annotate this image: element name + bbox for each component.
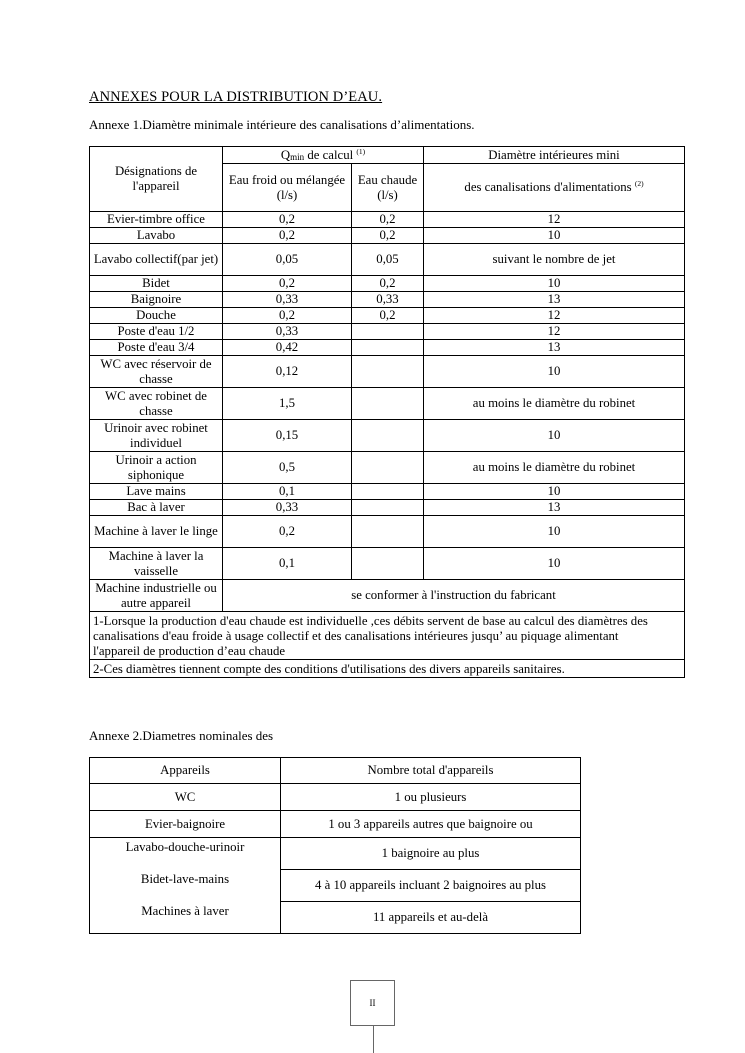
table-cell-diam: 10 (424, 420, 685, 452)
header-cold-water: Eau froid ou mélangée (l/s) (223, 164, 352, 212)
table-cell-name: Lavabo (90, 228, 223, 244)
table-row-app: Evier-baignoire (90, 811, 281, 838)
table-cell-cold: 0,15 (223, 420, 352, 452)
table-cell-diam: 10 (424, 228, 685, 244)
table-row (90, 548, 685, 580)
group-nombre: 1 baignoire au plus (281, 838, 581, 870)
table-row-nombre: 1 ou 3 appareils autres que baignoire ou (281, 811, 581, 838)
annex2-table (89, 757, 581, 934)
annex1-table (89, 146, 685, 678)
table-cell-diam: 13 (424, 340, 685, 356)
table-row (90, 276, 685, 292)
table-cell-hot (352, 484, 424, 500)
table-cell-diam: 13 (424, 500, 685, 516)
table-cell-cold: 0,42 (223, 340, 352, 356)
group-nombre: 11 appareils et au-delà (281, 902, 581, 934)
table-row (90, 244, 685, 276)
table-cell-cold: 0,05 (223, 244, 352, 276)
table-cell-diam: 10 (424, 548, 685, 580)
table-cell-name: Poste d'eau 3/4 (90, 340, 223, 356)
page-number-box (350, 980, 395, 1026)
table-cell-diam: 13 (424, 292, 685, 308)
table-cell-name: Baignoire (90, 292, 223, 308)
table-cell-diam: au moins le diamètre du robinet (424, 388, 685, 420)
group-apps-cell (90, 838, 281, 934)
table-row (90, 452, 685, 484)
table-cell-diam: 12 (424, 324, 685, 340)
header-diameter-bottom: des canalisations d'alimentations $^{(2)}$ (424, 164, 685, 212)
table-cell-hot: 0,33 (352, 292, 424, 308)
table-cell-hot (352, 340, 424, 356)
table-cell-cold: 0,2 (223, 276, 352, 292)
table-cell-name: Bidet (90, 276, 223, 292)
table-cell-hot: 0,2 (352, 308, 424, 324)
table-cell-hot: 0,2 (352, 276, 424, 292)
table-cell-name: Urinoir avec robinet individuel (90, 420, 223, 452)
footnote-1: 1-Lorsque la production d'eau chaude est individuelle ,ces débits servent de base au calcul des diamètres des canalisations d'eau froide à usage collectif et des canalisations intérieures jusqu’ au piquage alimentant l'appareil de production d’eau chaude (90, 612, 685, 660)
table-cell-cold: 0,2 (223, 228, 352, 244)
table-cell-hot: 0,05 (352, 244, 424, 276)
table-cell-diam: 10 (424, 484, 685, 500)
table-cell-cold: 0,5 (223, 452, 352, 484)
table-row (90, 500, 685, 516)
table-cell-diam: au moins le diamètre du robinet (424, 452, 685, 484)
table-cell-cold: 1,5 (223, 388, 352, 420)
header-designation: Désignations de l'appareil (90, 147, 223, 212)
group-app: Bidet-lave-mains (140, 872, 230, 886)
table-row (90, 228, 685, 244)
table-cell-diam: 10 (424, 516, 685, 548)
table-cell-cold: 0,12 (223, 356, 352, 388)
table-cell-cold: 0,2 (223, 516, 352, 548)
table-cell-cold: 0,1 (223, 484, 352, 500)
table-cell-diam: 10 (424, 356, 685, 388)
table-cell-hot (352, 324, 424, 340)
table-cell-name: Evier-timbre office (90, 212, 223, 228)
table-cell-cold: 0,2 (223, 308, 352, 324)
header-diameter-top: Diamètre intérieures mini (424, 147, 685, 164)
table-row (90, 516, 685, 548)
group-app: Machines à laver (141, 904, 229, 918)
table-cell-hot (352, 516, 424, 548)
table-cell-hot (352, 388, 424, 420)
table-cell-cold: 0,1 (223, 548, 352, 580)
table-cell-diam: 12 (424, 212, 685, 228)
table-row-value: se conformer à l'instruction du fabricant (223, 580, 685, 612)
table-cell-diam: suivant le nombre de jet (424, 244, 685, 276)
table-row-nombre: 1 ou plusieurs (281, 784, 581, 811)
group-nombre: 4 à 10 appareils incluant 2 baignoires au plus (281, 870, 581, 902)
table-cell-hot (352, 500, 424, 516)
header-hot-water: Eau chaude (l/s) (352, 164, 424, 212)
table-row (90, 212, 685, 228)
table-cell-name: WC avec robinet de chasse (90, 388, 223, 420)
group-app: Lavabo-douche-urinoir (125, 840, 245, 854)
table-row (90, 308, 685, 324)
header-qmin: $Q_{min}$ de calcul $^{(1)}$ (223, 147, 424, 164)
table-cell-name: Machine à laver la vaisselle (90, 548, 223, 580)
header-appareils: Appareils (90, 758, 281, 784)
annex2-title: Annexe 2.Diametres nominales des (89, 728, 274, 743)
table-row-app: WC (90, 784, 281, 811)
table-cell-name: Lave mains (90, 484, 223, 500)
table-row (90, 484, 685, 500)
table-cell-hot: 0,2 (352, 228, 424, 244)
table-row (90, 340, 685, 356)
table-cell-diam: 10 (424, 276, 685, 292)
table-cell-name: WC avec réservoir de chasse (90, 356, 223, 388)
table-cell-name: Poste d'eau 1/2 (90, 324, 223, 340)
page-connector-line (373, 1025, 374, 1053)
table-row (90, 324, 685, 340)
table-row (90, 388, 685, 420)
annex1-title: Annexe 1.Diamètre minimale intérieure des canalisations d’alimentations. (89, 117, 475, 132)
table-row (90, 420, 685, 452)
table-cell-hot (352, 420, 424, 452)
table-cell-hot: 0,2 (352, 212, 424, 228)
table-cell-hot (352, 548, 424, 580)
table-cell-cold: 0,33 (223, 292, 352, 308)
table-cell-name: Machine à laver le linge (90, 516, 223, 548)
header-nombre: Nombre total d'appareils (281, 758, 581, 784)
page-number: II (369, 998, 376, 1008)
document-title: ANNEXES POUR LA DISTRIBUTION D’EAU. (89, 89, 383, 105)
table-row (90, 356, 685, 388)
table-cell-name: Urinoir a action siphonique (90, 452, 223, 484)
table-cell-cold: 0,2 (223, 212, 352, 228)
table-cell-name: Bac à laver (90, 500, 223, 516)
table-cell-hot (352, 452, 424, 484)
footnote-2: 2-Ces diamètres tiennent compte des conditions d'utilisations des divers appareils sanitaires. (90, 660, 685, 678)
table-cell-cold: 0,33 (223, 500, 352, 516)
table-cell-diam: 12 (424, 308, 685, 324)
table-cell-name: Douche (90, 308, 223, 324)
table-cell-name: Lavabo collectif(par jet) (90, 244, 223, 276)
table-row (90, 292, 685, 308)
table-row-name: Machine industrielle ou autre appareil (90, 580, 223, 612)
table-cell-cold: 0,33 (223, 324, 352, 340)
table-cell-hot (352, 356, 424, 388)
